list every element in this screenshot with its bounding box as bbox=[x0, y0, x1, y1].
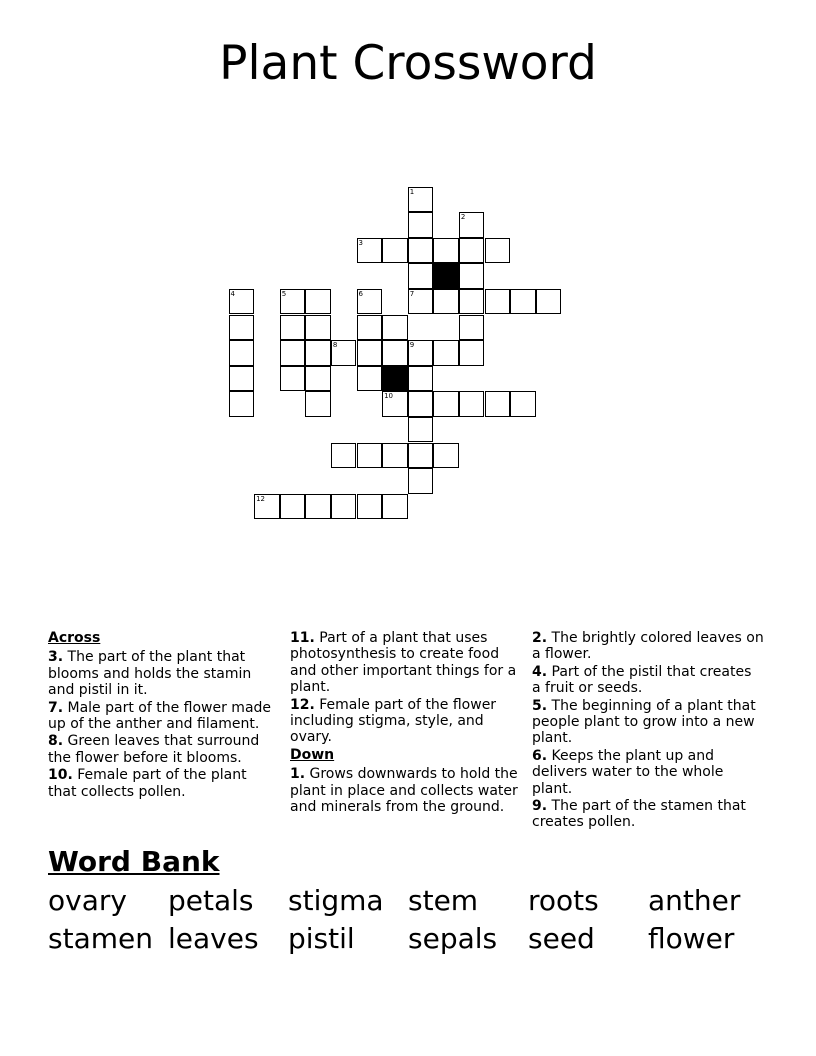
grid-cell[interactable] bbox=[433, 443, 459, 469]
word-bank-item: petals bbox=[168, 884, 254, 917]
grid-cell[interactable] bbox=[280, 494, 306, 520]
grid-cell[interactable] bbox=[229, 366, 255, 392]
grid-cell[interactable] bbox=[229, 340, 255, 366]
grid-cell[interactable] bbox=[357, 315, 383, 341]
clue-item bbox=[532, 698, 764, 747]
clue-item bbox=[532, 798, 764, 831]
grid-cell[interactable] bbox=[357, 366, 383, 392]
grid-cell[interactable] bbox=[408, 238, 434, 264]
clue-number-label: 1. bbox=[290, 766, 306, 783]
grid-cell[interactable] bbox=[229, 315, 255, 341]
grid-cell[interactable] bbox=[408, 468, 434, 494]
clue-item bbox=[290, 630, 518, 696]
clues-column-1 bbox=[48, 630, 276, 801]
grid-cell[interactable] bbox=[305, 494, 331, 520]
word-bank-item: stem bbox=[408, 884, 479, 917]
grid-cell[interactable] bbox=[229, 289, 255, 315]
grid-cell[interactable] bbox=[357, 289, 383, 315]
word-bank-item: pistil bbox=[288, 922, 355, 955]
grid-cell[interactable] bbox=[433, 289, 459, 315]
clue-number: 6 bbox=[358, 289, 363, 298]
grid-cell[interactable] bbox=[382, 494, 408, 520]
grid-cell[interactable] bbox=[305, 340, 331, 366]
clue-number: 12 bbox=[256, 494, 266, 503]
word-bank-item: sepals bbox=[408, 922, 498, 955]
clue-text: Green leaves that surround the flower before it blooms. bbox=[48, 733, 260, 766]
clue-item bbox=[48, 700, 276, 733]
grid-cell[interactable] bbox=[433, 238, 459, 264]
word-bank-item: stamen bbox=[48, 922, 153, 955]
grid-cell[interactable] bbox=[280, 340, 306, 366]
clue-item bbox=[532, 630, 764, 663]
clue-number: 3 bbox=[358, 238, 363, 247]
grid-cell[interactable] bbox=[536, 289, 562, 315]
clue-number: 2 bbox=[460, 213, 466, 222]
clue-number-label: 8. bbox=[48, 733, 64, 750]
clue-item bbox=[290, 766, 518, 815]
clue-text: The part of the stamen that creates pollen. bbox=[532, 798, 746, 831]
grid-cell[interactable] bbox=[305, 366, 331, 392]
grid-cell[interactable] bbox=[357, 494, 383, 520]
word-bank bbox=[48, 882, 778, 958]
grid-cell[interactable] bbox=[280, 366, 306, 392]
grid-block bbox=[433, 263, 459, 289]
grid-cell[interactable] bbox=[408, 391, 434, 417]
clue-text: The beginning of a plant that people plant to grow into a new plant. bbox=[532, 697, 756, 747]
down-heading: Down bbox=[290, 746, 335, 763]
clue-number-label: 3. bbox=[48, 649, 64, 666]
grid-cell[interactable] bbox=[408, 366, 434, 392]
word-bank-item: seed bbox=[528, 922, 595, 955]
clue-number-label: 7. bbox=[48, 699, 64, 716]
clue-text: Female part of the plant that collects pollen. bbox=[48, 767, 247, 800]
clue-number-label: 12. bbox=[290, 696, 315, 713]
clue-item bbox=[532, 748, 764, 797]
clue-item bbox=[48, 767, 276, 800]
grid-cell[interactable] bbox=[408, 443, 434, 469]
clue-number-label: 2. bbox=[532, 630, 548, 646]
grid-cell[interactable] bbox=[408, 289, 434, 315]
word-bank-item: anther bbox=[648, 884, 741, 917]
grid-cell[interactable] bbox=[382, 238, 408, 264]
grid-cell[interactable] bbox=[331, 443, 357, 469]
clue-number: 10 bbox=[384, 392, 394, 401]
grid-cell[interactable] bbox=[305, 315, 331, 341]
grid-cell[interactable] bbox=[408, 417, 434, 443]
clue-number-label: 10. bbox=[48, 767, 73, 784]
grid-cell[interactable] bbox=[357, 238, 383, 264]
grid-cell[interactable] bbox=[408, 212, 434, 238]
grid-cell[interactable] bbox=[408, 340, 434, 366]
clue-text: Part of the pistil that creates a fruit or seeds. bbox=[532, 663, 752, 697]
grid-cell[interactable] bbox=[485, 238, 511, 264]
grid-cell[interactable] bbox=[408, 263, 434, 289]
grid-cell[interactable] bbox=[510, 391, 536, 417]
clue-number: 7 bbox=[409, 289, 415, 298]
grid-cell[interactable] bbox=[331, 340, 357, 366]
grid-cell[interactable] bbox=[280, 289, 306, 315]
clue-text: Grows downwards to hold the plant in place and collects water and minerals from the ground. bbox=[290, 766, 518, 816]
clue-text: The brightly colored leaves on a flower. bbox=[532, 630, 764, 663]
grid-cell[interactable] bbox=[357, 340, 383, 366]
grid-cell[interactable] bbox=[485, 391, 511, 417]
clue-item bbox=[532, 664, 764, 697]
clue-number-label: 9. bbox=[532, 798, 548, 815]
grid-block bbox=[382, 366, 408, 392]
grid-cell[interactable] bbox=[459, 391, 485, 417]
word-bank-item: ovary bbox=[48, 884, 127, 917]
grid-cell[interactable] bbox=[331, 494, 357, 520]
grid-cell[interactable] bbox=[459, 238, 485, 264]
across-heading: Across bbox=[48, 630, 101, 646]
clue-number: 8 bbox=[332, 341, 338, 350]
clue-text: Keeps the plant up and delivers water to the whole plant. bbox=[532, 747, 724, 797]
grid-cell[interactable] bbox=[459, 315, 485, 341]
grid-cell[interactable] bbox=[229, 391, 255, 417]
clue-number: 9 bbox=[409, 341, 415, 350]
clue-number: 4 bbox=[230, 289, 235, 298]
grid-cell[interactable] bbox=[382, 340, 408, 366]
clues-column-3 bbox=[532, 630, 764, 832]
grid-cell[interactable] bbox=[459, 263, 485, 289]
grid-cell[interactable] bbox=[280, 315, 306, 341]
clue-text: Female part of the flower including stigma, style, and ovary. bbox=[290, 696, 497, 746]
clue-item bbox=[48, 649, 276, 698]
grid-cell[interactable] bbox=[408, 187, 434, 213]
word-bank-item: flower bbox=[648, 922, 735, 955]
grid-cell[interactable] bbox=[433, 391, 459, 417]
grid-cell[interactable] bbox=[382, 391, 408, 417]
grid-cell[interactable] bbox=[433, 340, 459, 366]
word-bank-title: Word Bank bbox=[48, 845, 220, 878]
grid-cell[interactable] bbox=[510, 289, 536, 315]
page-title: Plant Crossword bbox=[219, 36, 597, 91]
clue-number-label: 6. bbox=[532, 747, 548, 764]
clue-number-label: 5. bbox=[532, 697, 548, 714]
clue-text: The part of the plant that blooms and holds the stamin and pistil in it. bbox=[48, 649, 252, 699]
clues-column-2 bbox=[290, 630, 518, 816]
grid-cell[interactable] bbox=[357, 443, 383, 469]
clue-text: Male part of the flower made up of the anther and filament. bbox=[48, 699, 272, 733]
word-bank-item: roots bbox=[528, 884, 599, 917]
clue-text: Part of a plant that uses photosynthesis to create food and other important things for a plant. bbox=[290, 630, 517, 696]
clue-number-label: 4. bbox=[532, 663, 548, 680]
grid-cell[interactable] bbox=[254, 494, 280, 520]
clue-number: 1 bbox=[409, 187, 415, 196]
grid-cell[interactable] bbox=[305, 289, 331, 315]
grid-cell[interactable] bbox=[382, 443, 408, 469]
clue-item bbox=[290, 697, 518, 746]
clue-item bbox=[48, 733, 276, 766]
clue-number-label: 11. bbox=[290, 630, 315, 646]
clue-number: 5 bbox=[281, 289, 287, 298]
grid-cell[interactable] bbox=[485, 289, 511, 315]
grid-cell[interactable] bbox=[305, 391, 331, 417]
grid-cell[interactable] bbox=[382, 315, 408, 341]
word-bank-item: stigma bbox=[288, 884, 384, 917]
word-bank-item: leaves bbox=[168, 922, 259, 955]
grid-cell[interactable] bbox=[459, 340, 485, 366]
grid-cell[interactable] bbox=[459, 289, 485, 315]
grid-cell[interactable] bbox=[459, 212, 485, 238]
